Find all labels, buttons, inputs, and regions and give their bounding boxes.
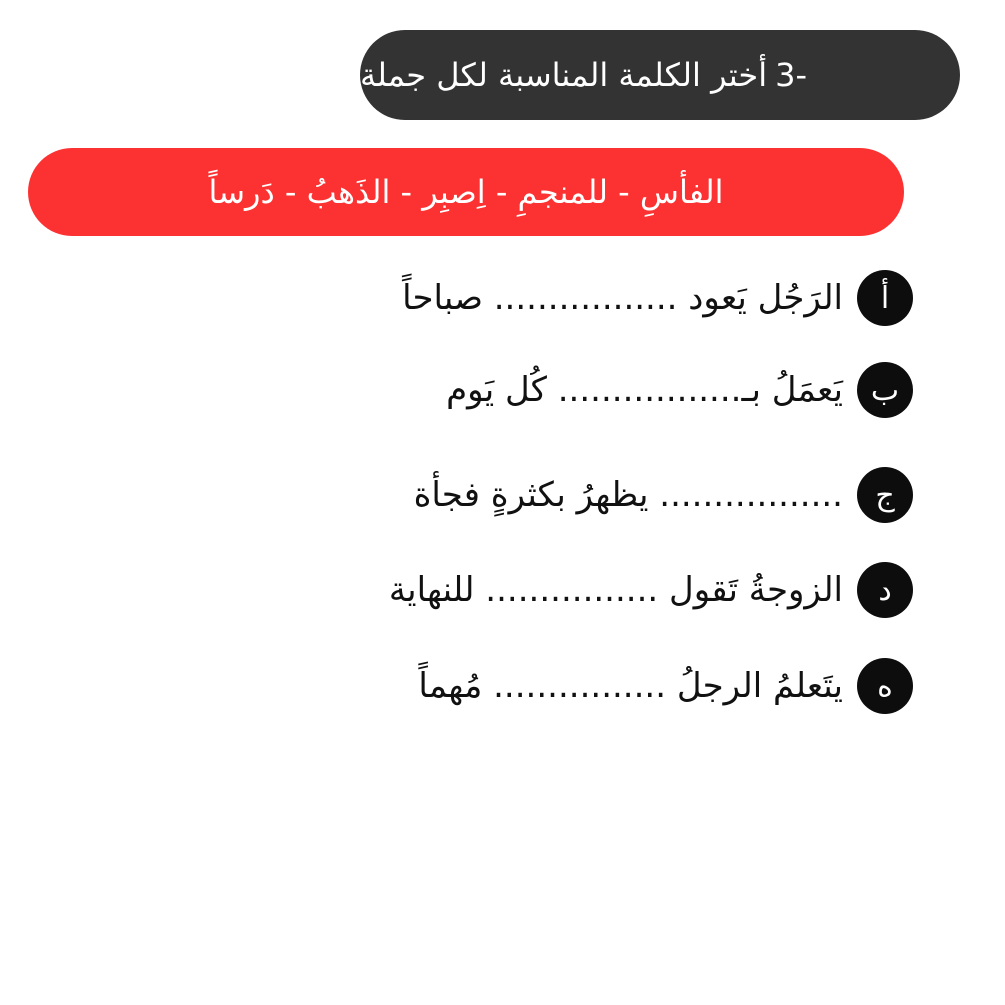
item-letter-badge: ب bbox=[857, 362, 913, 418]
item-sentence: الرَجُل يَعود ................. صباحاً bbox=[402, 278, 843, 318]
item-sentence: ................. يظهرُ بكثرةٍ فجأة bbox=[413, 475, 843, 515]
word-bank-text: الفأسِ - للمنجمِ - اِصبِر - الذَهبُ - دَرساً bbox=[208, 173, 724, 211]
list-item bbox=[402, 270, 913, 326]
list-item bbox=[446, 362, 913, 418]
item-letter-badge: أ bbox=[857, 270, 913, 326]
item-sentence: الزوجةُ تَقول ................ للنهاية bbox=[388, 570, 843, 610]
word-bank bbox=[28, 148, 904, 236]
item-sentence: يتَعلمُ الرجلُ ................ مُهماً bbox=[418, 666, 843, 706]
item-letter-badge: ه bbox=[857, 658, 913, 714]
exercise-title bbox=[360, 30, 960, 120]
list-item bbox=[389, 562, 913, 618]
list-item bbox=[414, 467, 913, 523]
exercise-number: 3- bbox=[775, 56, 807, 94]
exercise-title-text: أختر الكلمة المناسبة لكل جملة bbox=[360, 56, 768, 94]
item-sentence: يَعمَلُ بـ................. كُل يَوم bbox=[446, 370, 843, 410]
list-item bbox=[418, 658, 913, 714]
item-letter-badge: د bbox=[857, 562, 913, 618]
item-letter-badge: ج bbox=[857, 467, 913, 523]
